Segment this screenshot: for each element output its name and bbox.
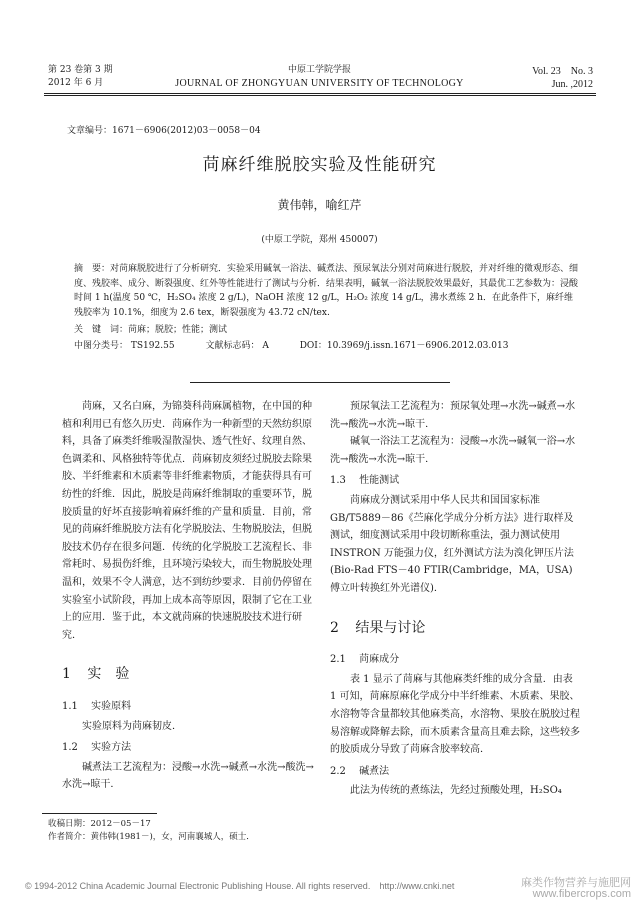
- doc-code-label: 文献标志码：: [205, 341, 260, 351]
- alkali-oxygen-process-text: 碱氧一浴法工艺流程为：浸酸→水洗→碱氧一浴→水洗→酸洗→水洗→晾干．: [330, 436, 576, 465]
- issue-date: 2012 年 6 月: [48, 78, 104, 88]
- section-1-1-title: 实验原料: [91, 700, 132, 712]
- abstract-separator: [190, 382, 450, 383]
- journal-name-cn: 中原工学院学报: [287, 65, 351, 75]
- watermark-name: 麻类作物营养与施肥网: [521, 877, 631, 889]
- classification-label: 中图分类号：: [74, 341, 129, 351]
- section-2-number: 2: [330, 619, 339, 636]
- section-1-2-heading: [62, 739, 314, 757]
- abstract-label: 摘 要：: [74, 264, 111, 274]
- intro-paragraph: 苘麻，又名白麻，为锦葵科苘麻属植物，在中国的种植和利用已有悠久历史．苘麻作为一种新型的天然纺织原料，具备了麻类纤维吸湿散湿快、透气性好、纹理自然、色调柔和、风格独特等优点．苘麻韧皮须经过脱胶去除果胶、半纤维素和木质素等非纤维素物质，才能获得具有可纺性的纤维．因此，脱胶是苘麻纤维制取的重要环节，脱胶质量的好坏直接影响着麻纤维的产量和质量．目前，常见的苘麻纤维脱胶方法有化学脱胶法、生物脱胶法，但脱胶技术仍存在很多问题．传统的化学脱胶工艺流程长、非常耗时、易损伤纤维，且环境污染较大，而生物脱胶处理温和，效果不令人满意，达不到纺纱要求．目前仍停留在实验室小试阶段，再加上成本高等原因，限制了它在工业上的应用．鉴于此，本文就苘麻的快速脱胶技术进行研究．: [62, 401, 312, 641]
- keywords-text: 苘麻；脱胶；性能；测试: [128, 325, 228, 335]
- affiliation: (中原工学院，郑州 450007): [261, 235, 378, 245]
- header-rule-top: [44, 93, 596, 94]
- author-bio: 作者简介：黄伟韩(1981－)，女，河南襄城人，硕士．: [48, 832, 255, 842]
- section-1-2-number: 1.2: [62, 742, 78, 754]
- section-1-heading: [62, 666, 314, 684]
- doc-code-value: A: [262, 341, 269, 351]
- section-2-title: 结果与讨论: [355, 619, 426, 636]
- paper-title: 苘麻纤维脱胶实验及性能研究: [202, 155, 437, 175]
- header-rule-bottom: [44, 95, 596, 96]
- classification-value: TS192.55: [130, 341, 175, 351]
- section-1-1-heading: [62, 698, 314, 716]
- section-1-1-text: 实验原料为苘麻韧皮．: [82, 720, 182, 732]
- issue-info: 第 23 卷第 3 期: [48, 65, 113, 75]
- authors: 黄伟韩，喻红芹: [277, 198, 362, 212]
- section-2-heading: [330, 620, 582, 638]
- section-2-1-heading: [330, 651, 582, 669]
- section-2-2-number: 2.2: [330, 765, 346, 777]
- section-2-1-number: 2.1: [330, 654, 346, 666]
- watermark-url: www.fibercrops.com: [532, 888, 631, 900]
- footnote-rule: [42, 813, 157, 814]
- section-2-2-heading: [330, 763, 582, 781]
- doi: DOI：10.3969/j.issn.1671－6906.2012.03.013: [299, 341, 509, 351]
- urea-process-text: 预尿氧法工艺流程为：预尿氧处理→水洗→碱煮→水洗→酸洗→水洗→晾干．: [330, 401, 576, 430]
- received-date: 收稿日期：2012－05－17: [48, 819, 151, 829]
- article-number: 文章编号：1671－6906(2012)03－0058－04: [67, 126, 261, 136]
- classification-line: [74, 339, 579, 354]
- section-2-2-text: 此法为传统的煮练法，先经过预酸处理，H₂SO₄: [350, 785, 562, 797]
- abstract: [74, 262, 579, 320]
- section-1-2-title: 实验方法: [91, 742, 132, 754]
- left-column: [62, 398, 314, 794]
- section-2-1-title: 苘麻成分: [359, 654, 400, 666]
- section-1-2-text: 碱煮法工艺流程为：浸酸→水洗→碱煮→水洗→酸洗→水洗→晾干．: [62, 761, 314, 791]
- keywords-label: 关 键 词：: [74, 325, 129, 335]
- section-1-1-number: 1.1: [62, 700, 78, 712]
- volume-info: Vol. 23 No. 3: [532, 66, 593, 77]
- section-2-2-title: 碱煮法: [359, 765, 390, 777]
- section-1-number: 1: [62, 666, 71, 683]
- abstract-text: 对苘麻脱胶进行了分析研究．实验采用碱氧一浴法、碱煮法、预尿氧法分别对苘麻进行脱胶，并对纤维的微观形态、细度、残胶率、成分、断裂强度、红外等性能进行了测试与分析．结果表明，碱氧一浴法脱胶效果最好，其最优工艺参数为：浸酸时间 1 h(温度 50 ℃，H₂SO₄ 浓度 2 g/L)，NaOH 浓度 12 g/L，H₂O₂ 浓度 14 g/L，沸水煮练 2 h．在此条件下，麻纤维残胶率为 10.1%，细度为 2.6 tex，断裂强度为 43.72 cN/tex.: [74, 264, 579, 318]
- section-1-title: 实 验: [87, 666, 130, 683]
- journal-name-en: JOURNAL OF ZHONGYUAN UNIVERSITY OF TECHNOLOGY: [175, 78, 464, 89]
- date-en: Jun. ,2012: [551, 79, 593, 90]
- section-1-3-number: 1.3: [330, 475, 346, 487]
- section-1-3-text: 苘麻成分测试采用中华人民共和国国家标准 GB/T5889－86《苎麻化学成分分析方法》进行取样及测试，细度测试采用中段切断称重法，强力测试使用 INSTRON 万能强力仪，红外测试方法为溴化钾压片法(Bio-Rad FTS－40 FTIR(Cambridge，MA，USA)傅立叶转换红外光谱仪)．: [330, 494, 574, 594]
- section-1-3-heading: [330, 472, 582, 490]
- section-2-1-text: 表 1 显示了苘麻与其他麻类纤维的成分含量．由表 1 可知，苘麻原麻化学成分中半纤维素、木质素、果胶、水溶物等含量都较其他麻类高，水溶物、果胶在脱胶过程易溶解或降解去除，而木质素含量高且难去除，这些较多的胶质成分导致了苘麻含胶率较高．: [330, 673, 580, 756]
- keywords: [74, 323, 579, 338]
- copyright-line: © 1994-2012 China Academic Journal Electronic Publishing House. All rights reserved. http://www.cnki.net: [25, 881, 455, 891]
- right-column: [330, 398, 582, 800]
- section-1-3-title: 性能测试: [359, 475, 400, 487]
